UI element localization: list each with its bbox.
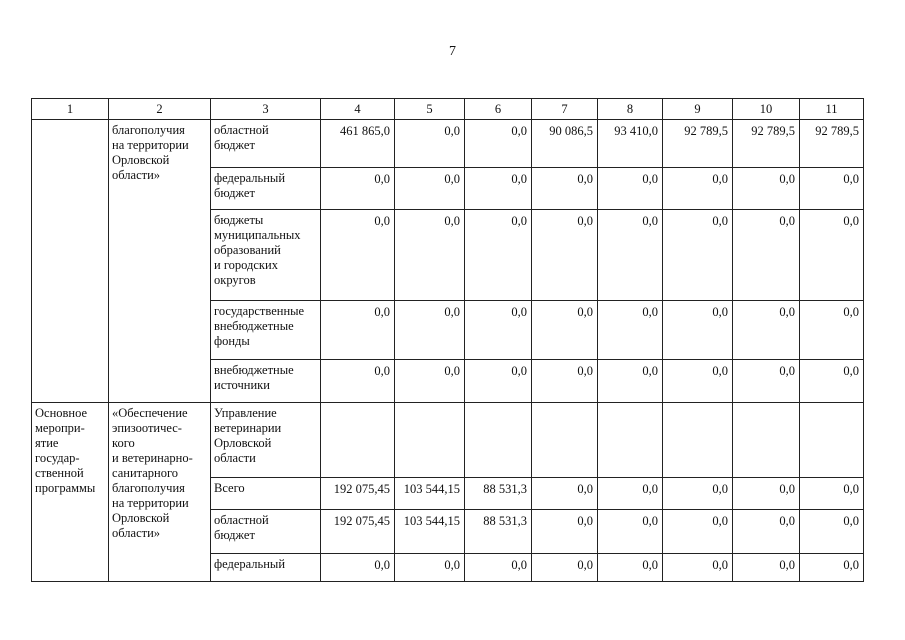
value-cell: 0,0 [733,554,800,582]
value-cell: 92 789,5 [800,120,864,168]
value-cell: 0,0 [465,210,532,301]
value-cell: 0,0 [321,168,395,210]
value-cell: 0,0 [532,360,598,403]
funding-source-cell: федеральный бюджет [211,168,321,210]
header-cell: 5 [395,99,465,120]
value-cell: 0,0 [800,478,864,510]
value-cell: 0,0 [598,301,663,360]
value-cell: 0,0 [395,360,465,403]
value-cell: 0,0 [598,210,663,301]
value-cell: 0,0 [598,554,663,582]
value-cell: 0,0 [465,554,532,582]
value-cell: 0,0 [532,510,598,554]
value-cell: 0,0 [733,510,800,554]
header-cell: 9 [663,99,733,120]
value-cell: 0,0 [532,210,598,301]
value-cell: 0,0 [733,360,800,403]
funding-source-cell: внебюджетные источники [211,360,321,403]
funding-source-cell: Всего [211,478,321,510]
value-cell: 0,0 [663,301,733,360]
header-cell: 1 [32,99,109,120]
value-cell: 0,0 [800,210,864,301]
header-cell: 3 [211,99,321,120]
funding-source-cell: государственные внебюджетные фонды [211,301,321,360]
activity-name-cell: благополучия на территории Орловской области» [109,120,211,403]
table-row [32,120,864,168]
funding-source-cell: областной бюджет [211,510,321,554]
value-cell: 92 789,5 [663,120,733,168]
value-cell: 0,0 [663,510,733,554]
value-cell [800,403,864,478]
value-cell [663,403,733,478]
value-cell: 103 544,15 [395,478,465,510]
value-cell: 0,0 [598,168,663,210]
value-cell: 0,0 [663,554,733,582]
budget-table [31,98,864,582]
funding-source-cell: областной бюджет [211,120,321,168]
value-cell: 0,0 [663,360,733,403]
value-cell: 0,0 [733,301,800,360]
value-cell: 0,0 [321,554,395,582]
value-cell: 93 410,0 [598,120,663,168]
value-cell: 0,0 [800,510,864,554]
value-cell: 461 865,0 [321,120,395,168]
value-cell: 0,0 [395,168,465,210]
value-cell: 0,0 [800,554,864,582]
value-cell: 0,0 [800,301,864,360]
header-cell: 7 [532,99,598,120]
value-cell: 0,0 [465,360,532,403]
activity-type-cell: Основное меропри- ятие государ- ственной программы [32,403,109,582]
value-cell: 192 075,45 [321,510,395,554]
value-cell [532,403,598,478]
value-cell: 0,0 [395,120,465,168]
value-cell: 0,0 [598,510,663,554]
value-cell: 0,0 [532,478,598,510]
header-cell: 10 [733,99,800,120]
funding-source-cell: Управление ветеринарии Орловской области [211,403,321,478]
activity-type-cell [32,120,109,403]
value-cell: 0,0 [321,360,395,403]
value-cell [598,403,663,478]
value-cell: 0,0 [465,301,532,360]
value-cell: 0,0 [465,120,532,168]
value-cell: 0,0 [598,360,663,403]
header-cell: 6 [465,99,532,120]
value-cell: 0,0 [532,168,598,210]
value-cell: 88 531,3 [465,510,532,554]
value-cell [321,403,395,478]
value-cell: 0,0 [733,210,800,301]
value-cell: 0,0 [395,554,465,582]
header-row [32,99,864,120]
header-cell: 2 [109,99,211,120]
activity-name-cell: «Обеспечение эпизоотичес- кого и ветеринарно- санитарного благополучия на территории Орловской области» [109,403,211,582]
value-cell: 0,0 [532,301,598,360]
header-cell: 4 [321,99,395,120]
value-cell: 92 789,5 [733,120,800,168]
table-row [32,403,864,478]
value-cell: 0,0 [663,478,733,510]
header-cell: 11 [800,99,864,120]
page-number: 7 [449,44,456,59]
value-cell: 0,0 [598,478,663,510]
value-cell: 0,0 [800,360,864,403]
funding-source-cell: федеральный [211,554,321,582]
value-cell: 0,0 [800,168,864,210]
value-cell: 0,0 [733,478,800,510]
value-cell: 88 531,3 [465,478,532,510]
funding-source-cell: бюджеты муниципальных образований и городских округов [211,210,321,301]
value-cell [465,403,532,478]
value-cell: 0,0 [321,301,395,360]
value-cell [733,403,800,478]
value-cell: 0,0 [395,210,465,301]
value-cell: 192 075,45 [321,478,395,510]
value-cell [395,403,465,478]
value-cell: 0,0 [733,168,800,210]
header-cell: 8 [598,99,663,120]
value-cell: 90 086,5 [532,120,598,168]
value-cell: 0,0 [395,301,465,360]
value-cell: 0,0 [663,210,733,301]
value-cell: 0,0 [663,168,733,210]
value-cell: 0,0 [321,210,395,301]
value-cell: 0,0 [532,554,598,582]
value-cell: 0,0 [465,168,532,210]
value-cell: 103 544,15 [395,510,465,554]
